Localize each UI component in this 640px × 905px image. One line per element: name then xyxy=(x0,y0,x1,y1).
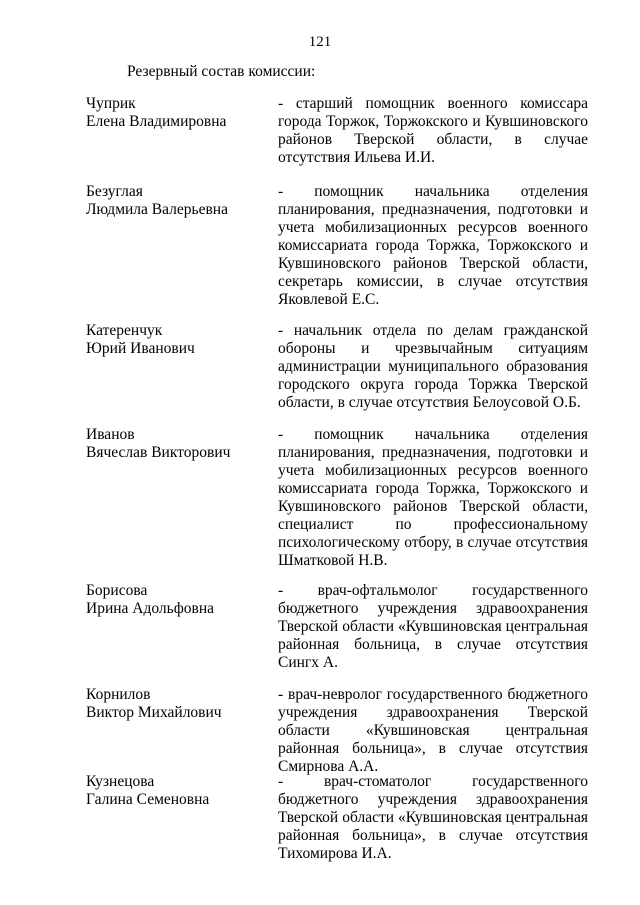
member-name xyxy=(86,95,266,131)
member-name xyxy=(86,582,266,618)
member-given-names: Виктор Михайлович xyxy=(86,704,222,721)
member-name xyxy=(86,322,266,358)
member-surname: Чуприк xyxy=(86,95,136,112)
member-surname: Кузнецова xyxy=(86,773,155,790)
member-name xyxy=(86,183,266,219)
member-given-names: Ирина Адольфовна xyxy=(86,600,215,617)
member-role: - начальник отдела по делам гражданской обороны и чрезвычайным ситуациям администрации муниципального образования городского округа города Торжка Тверской области, в случае отсутствия Белоусовой О.Б. xyxy=(278,322,588,411)
member-role: - врач-стоматолог государственного бюджетного учреждения здравоохранения Тверской области «Кувшиновская центральная районная больница», в случае отсутствия Тихомирова И.А. xyxy=(278,773,588,862)
member-role: - помощник начальника отделения планирования, предназначения, подготовки и учета мобилизационных ресурсов военного комиссариата города Торжка, Торжокского и Кувшиновского районов Тверской области, секретарь комиссии, в случае отсутствия Яковлевой Е.С. xyxy=(278,183,588,308)
member-given-names: Юрий Иванович xyxy=(86,340,195,357)
member-surname: Корнилов xyxy=(86,686,151,703)
member-surname: Катеренчук xyxy=(86,322,163,339)
member-name xyxy=(86,686,266,722)
member-name xyxy=(86,773,266,809)
member-surname: Безуглая xyxy=(86,183,143,200)
member-role: - врач-офтальмолог государственного бюджетного учреждения здравоохранения Тверской области «Кувшиновская центральная районная больница, в случае отсутствия Сингх А. xyxy=(278,582,588,671)
member-given-names: Людмила Валерьевна xyxy=(86,201,228,218)
member-given-names: Галина Семеновна xyxy=(86,791,210,808)
section-title: Резервный состав комиссии: xyxy=(127,63,316,80)
member-surname: Борисова xyxy=(86,582,148,599)
member-given-names: Елена Владимировна xyxy=(86,113,227,130)
member-role: - старший помощник военного комиссара города Торжок, Торжокского и Кувшиновского районов Тверской области, в случае отсутствия Ильева И.И. xyxy=(278,95,588,166)
member-given-names: Вячеслав Викторович xyxy=(86,444,231,461)
member-role: - помощник начальника отделения планирования, предназначения, подготовки и учета мобилизационных ресурсов военного комиссариата города Торжка, Торжокского и Кувшиновского районов Тверской области, специалист по профессиональному психологическому отбору, в случае отсутствия Шматковой Н.В. xyxy=(278,426,588,569)
member-role: - врач-невролог государственного бюджетного учреждения здравоохранения Тверской области «Кувшиновская центральная районная больница», в случае отсутствия Смирнова А.А. xyxy=(278,686,588,775)
member-name xyxy=(86,426,266,462)
page-number: 121 xyxy=(308,34,332,50)
member-surname: Иванов xyxy=(86,426,135,443)
